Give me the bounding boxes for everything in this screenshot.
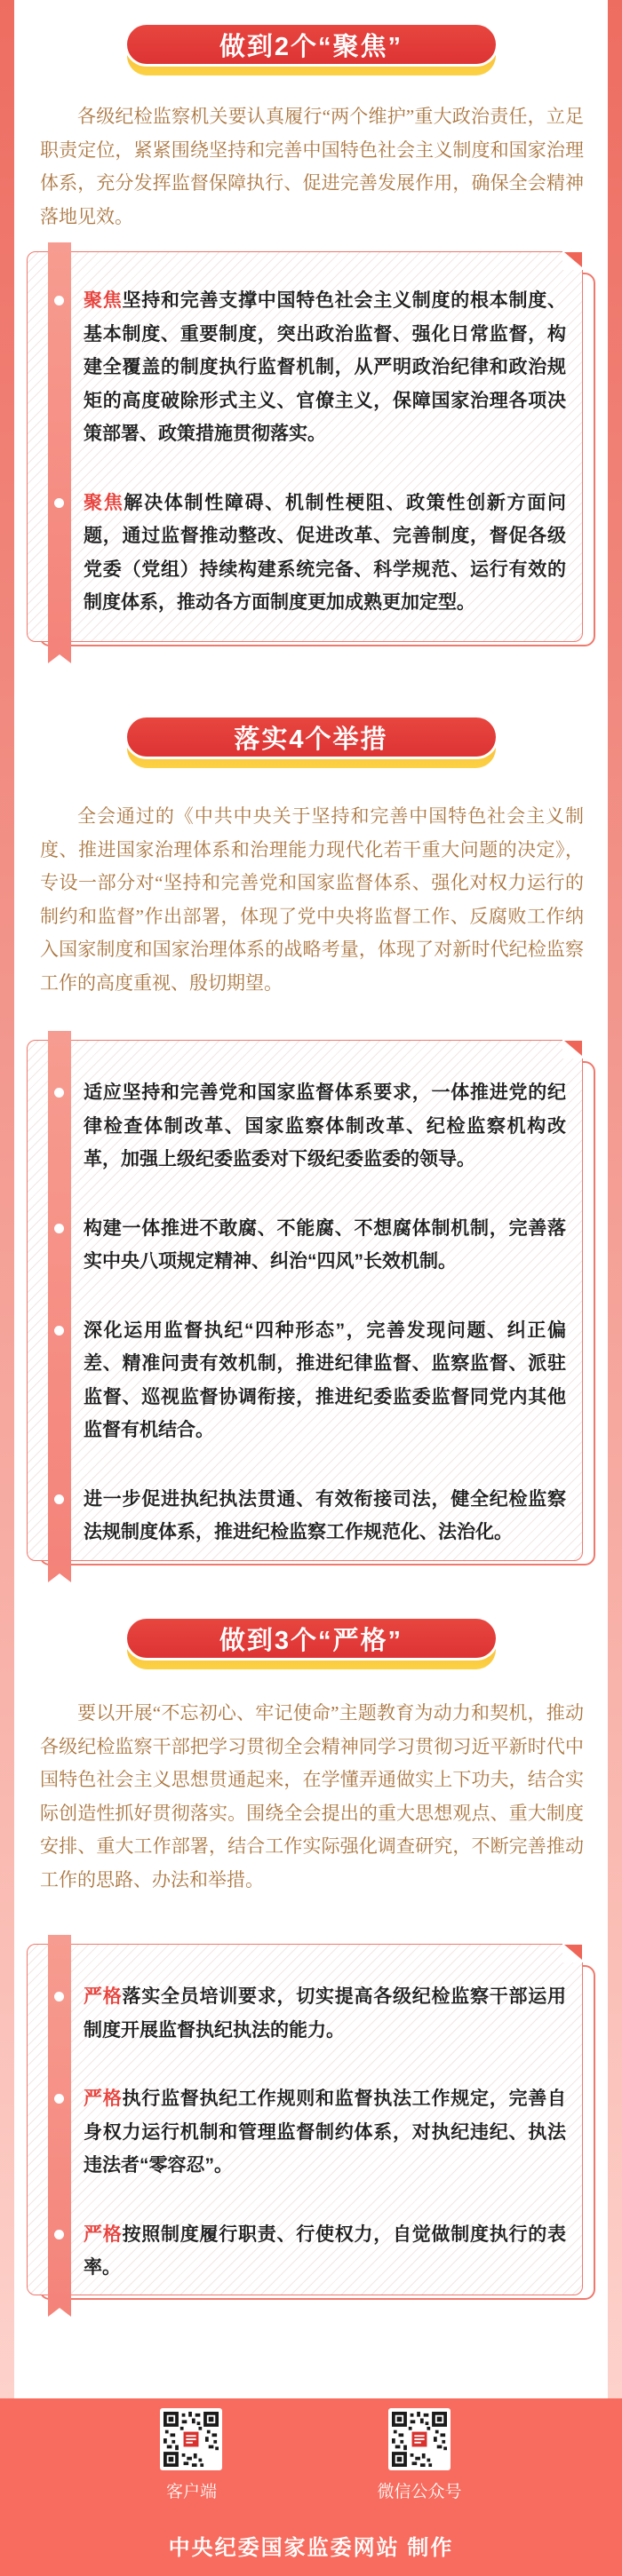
right-border-strip	[608, 0, 622, 2398]
bullet-item	[84, 284, 566, 451]
bullet-dot	[54, 1088, 64, 1098]
bullet-text: 按照制度履行职责、行使权力，自觉做制度执行的表率。	[84, 2223, 566, 2278]
footer	[0, 2398, 622, 2576]
fold-flap-triangle	[564, 252, 582, 267]
bullet-dot	[54, 498, 64, 508]
bullet-item	[84, 1212, 566, 1279]
bullet-text: 落实全员培训要求，切实提高各级纪检监察干部运用制度开展监督执纪执法的能力。	[84, 1986, 566, 2041]
bullet-item	[84, 487, 566, 620]
section-header-pill-2	[127, 717, 496, 768]
bullet-item	[84, 1076, 566, 1177]
producer-credit: 中央纪委国家监委网站 制作	[168, 2536, 454, 2560]
qr-code-wechat	[388, 2408, 451, 2470]
qr-row	[0, 2408, 622, 2502]
bullet-dot	[54, 1992, 64, 2001]
left-border-strip	[0, 0, 14, 2398]
section-header-pill-3	[127, 1619, 496, 1669]
intro-paragraph-3: 要以开展“不忘初心、牢记使命”主题教育为动力和契机，推动各级纪检监察干部把学习贯彻全会精神同学习贯彻习近平新时代中国特色社会主义思想贯通起来，在学懂弄通做实上下功夫，结合实际创造性抓好贯彻落实。围绕全会提出的重大思想观点、重大制度安排、重大工作部署，结合工作实际强化调查研究，不断完善推动工作的思路、办法和举措。	[40, 1702, 584, 1890]
bullet-keyword: 聚焦	[84, 492, 124, 513]
folded-corner	[562, 1943, 584, 1962]
bullet-item	[84, 1314, 566, 1447]
section-title-1: 做到2个“聚焦”	[219, 32, 403, 61]
bullet-dot	[54, 2094, 64, 2104]
bullet-item	[84, 2218, 566, 2285]
qr-code-image	[392, 2412, 447, 2467]
bookmark-ribbon	[48, 242, 71, 663]
qr-code-client	[160, 2408, 222, 2470]
qr-label-wechat: 微信公众号	[377, 2483, 462, 2501]
bullet-text: 坚持和完善支撑中国特色社会主义制度的根本制度、基本制度、重要制度，突出政治监督、强化日常监督，构建全覆盖的制度执行监督机制，从严明政治纪律和政治规矩的高度破除形式主义、官僚主义，保障国家治理各项决策部署、政策措施贯彻落实。	[84, 290, 566, 444]
bullet-item	[84, 2082, 566, 2183]
bullet-dot	[54, 1494, 64, 1504]
bullet-text: 深化运用监督执纪“四种形态”，完善发现问题、纠正偏差、精准问责有效机制，推进纪律监督、监察监督、派驻监督、巡视监督协调衔接，推进纪委监委监督同党内其他监督有机结合。	[84, 1320, 566, 1440]
fold-flap-triangle	[564, 1945, 582, 1960]
intro-paragraph-1: 各级纪检监察机关要认真履行“两个维护”重大政治责任，立足职责定位，紧紧围绕坚持和完善中国特色社会主义制度和国家治理体系，充分发挥监督保障执行、促进完善发展作用，确保全会精神落地见效。	[40, 106, 584, 227]
bullet-text: 适应坚持和完善党和国家监督体系要求，一体推进党的纪律检查体制改革、国家监察体制改革、纪检监察机构改革，加强上级纪委监委对下级纪委监委的领导。	[84, 1082, 566, 1169]
intro-paragraph-2: 全会通过的《中共中央关于坚持和完善中国特色社会主义制度、推进国家治理体系和治理能力现代化若干重大问题的决定》，专设一部分对“坚持和完善党和国家监督体系、强化对权力运行的制约和监督”作出部署，体现了党中央将监督工作、反腐败工作纳入国家制度和国家治理体系的战略考量，体现了对新时代纪检监察工作的高度重视、殷切期望。	[40, 805, 584, 994]
section-title-2: 落实4个举措	[234, 725, 388, 754]
bullet-dot	[54, 2230, 64, 2239]
bullet-item	[84, 1483, 566, 1550]
bullet-dot	[54, 1224, 64, 1233]
bullet-text: 解决体制性障碍、机制性梗阻、政策性创新方面问题，通过监督推动整改、促进改革、完善制度，督促各级党委（党组）持续构建系统完备、科学规范、运行有效的制度体系，推动各方面制度更加成熟更加定型。	[84, 492, 567, 613]
pill-red	[127, 1619, 496, 1658]
section-header-pill-1	[127, 25, 496, 75]
qr-label-client: 客户端	[165, 2483, 217, 2501]
section-two-focuses	[0, 25, 622, 642]
pill-red	[127, 25, 496, 64]
bullet-text: 进一步促进执纪执法贯通、有效衔接司法，健全纪检监察法规制度体系，推进纪检监察工作规范化、法治化。	[84, 1488, 566, 1542]
qr-client-app	[160, 2408, 222, 2502]
section-three-stricts	[0, 1619, 622, 2295]
bullet-card-3	[27, 1944, 583, 2295]
bullet-text: 执行监督执纪工作规则和监督执法工作规定，完善自身权力运行机制和管理监督制约体系，对执纪违纪、执法违法者“零容忍”。	[84, 2089, 566, 2176]
fold-flap-triangle	[564, 1041, 582, 1056]
bullet-dot	[54, 296, 64, 305]
bullet-item	[84, 1980, 566, 2047]
section-title-3: 做到3个“严格”	[219, 1626, 403, 1655]
bullet-dot	[54, 1326, 64, 1336]
folded-corner	[562, 250, 584, 270]
bullet-keyword: 严格	[84, 1986, 123, 2007]
bullet-keyword: 严格	[84, 2089, 123, 2109]
bullet-card-1	[27, 251, 583, 642]
bullet-keyword: 聚焦	[84, 290, 123, 311]
pill-red	[127, 717, 496, 757]
bullet-keyword: 严格	[84, 2223, 123, 2245]
bullet-text: 构建一体推进不敢腐、不能腐、不想腐体制机制，完善落实中央八项规定精神、纠治“四风”长效机制。	[84, 1217, 566, 1272]
qr-wechat	[377, 2408, 461, 2502]
qr-code-image	[163, 2412, 219, 2467]
folded-corner	[562, 1039, 584, 1058]
section-four-measures	[0, 717, 622, 1561]
bullet-card-2	[27, 1040, 583, 1561]
